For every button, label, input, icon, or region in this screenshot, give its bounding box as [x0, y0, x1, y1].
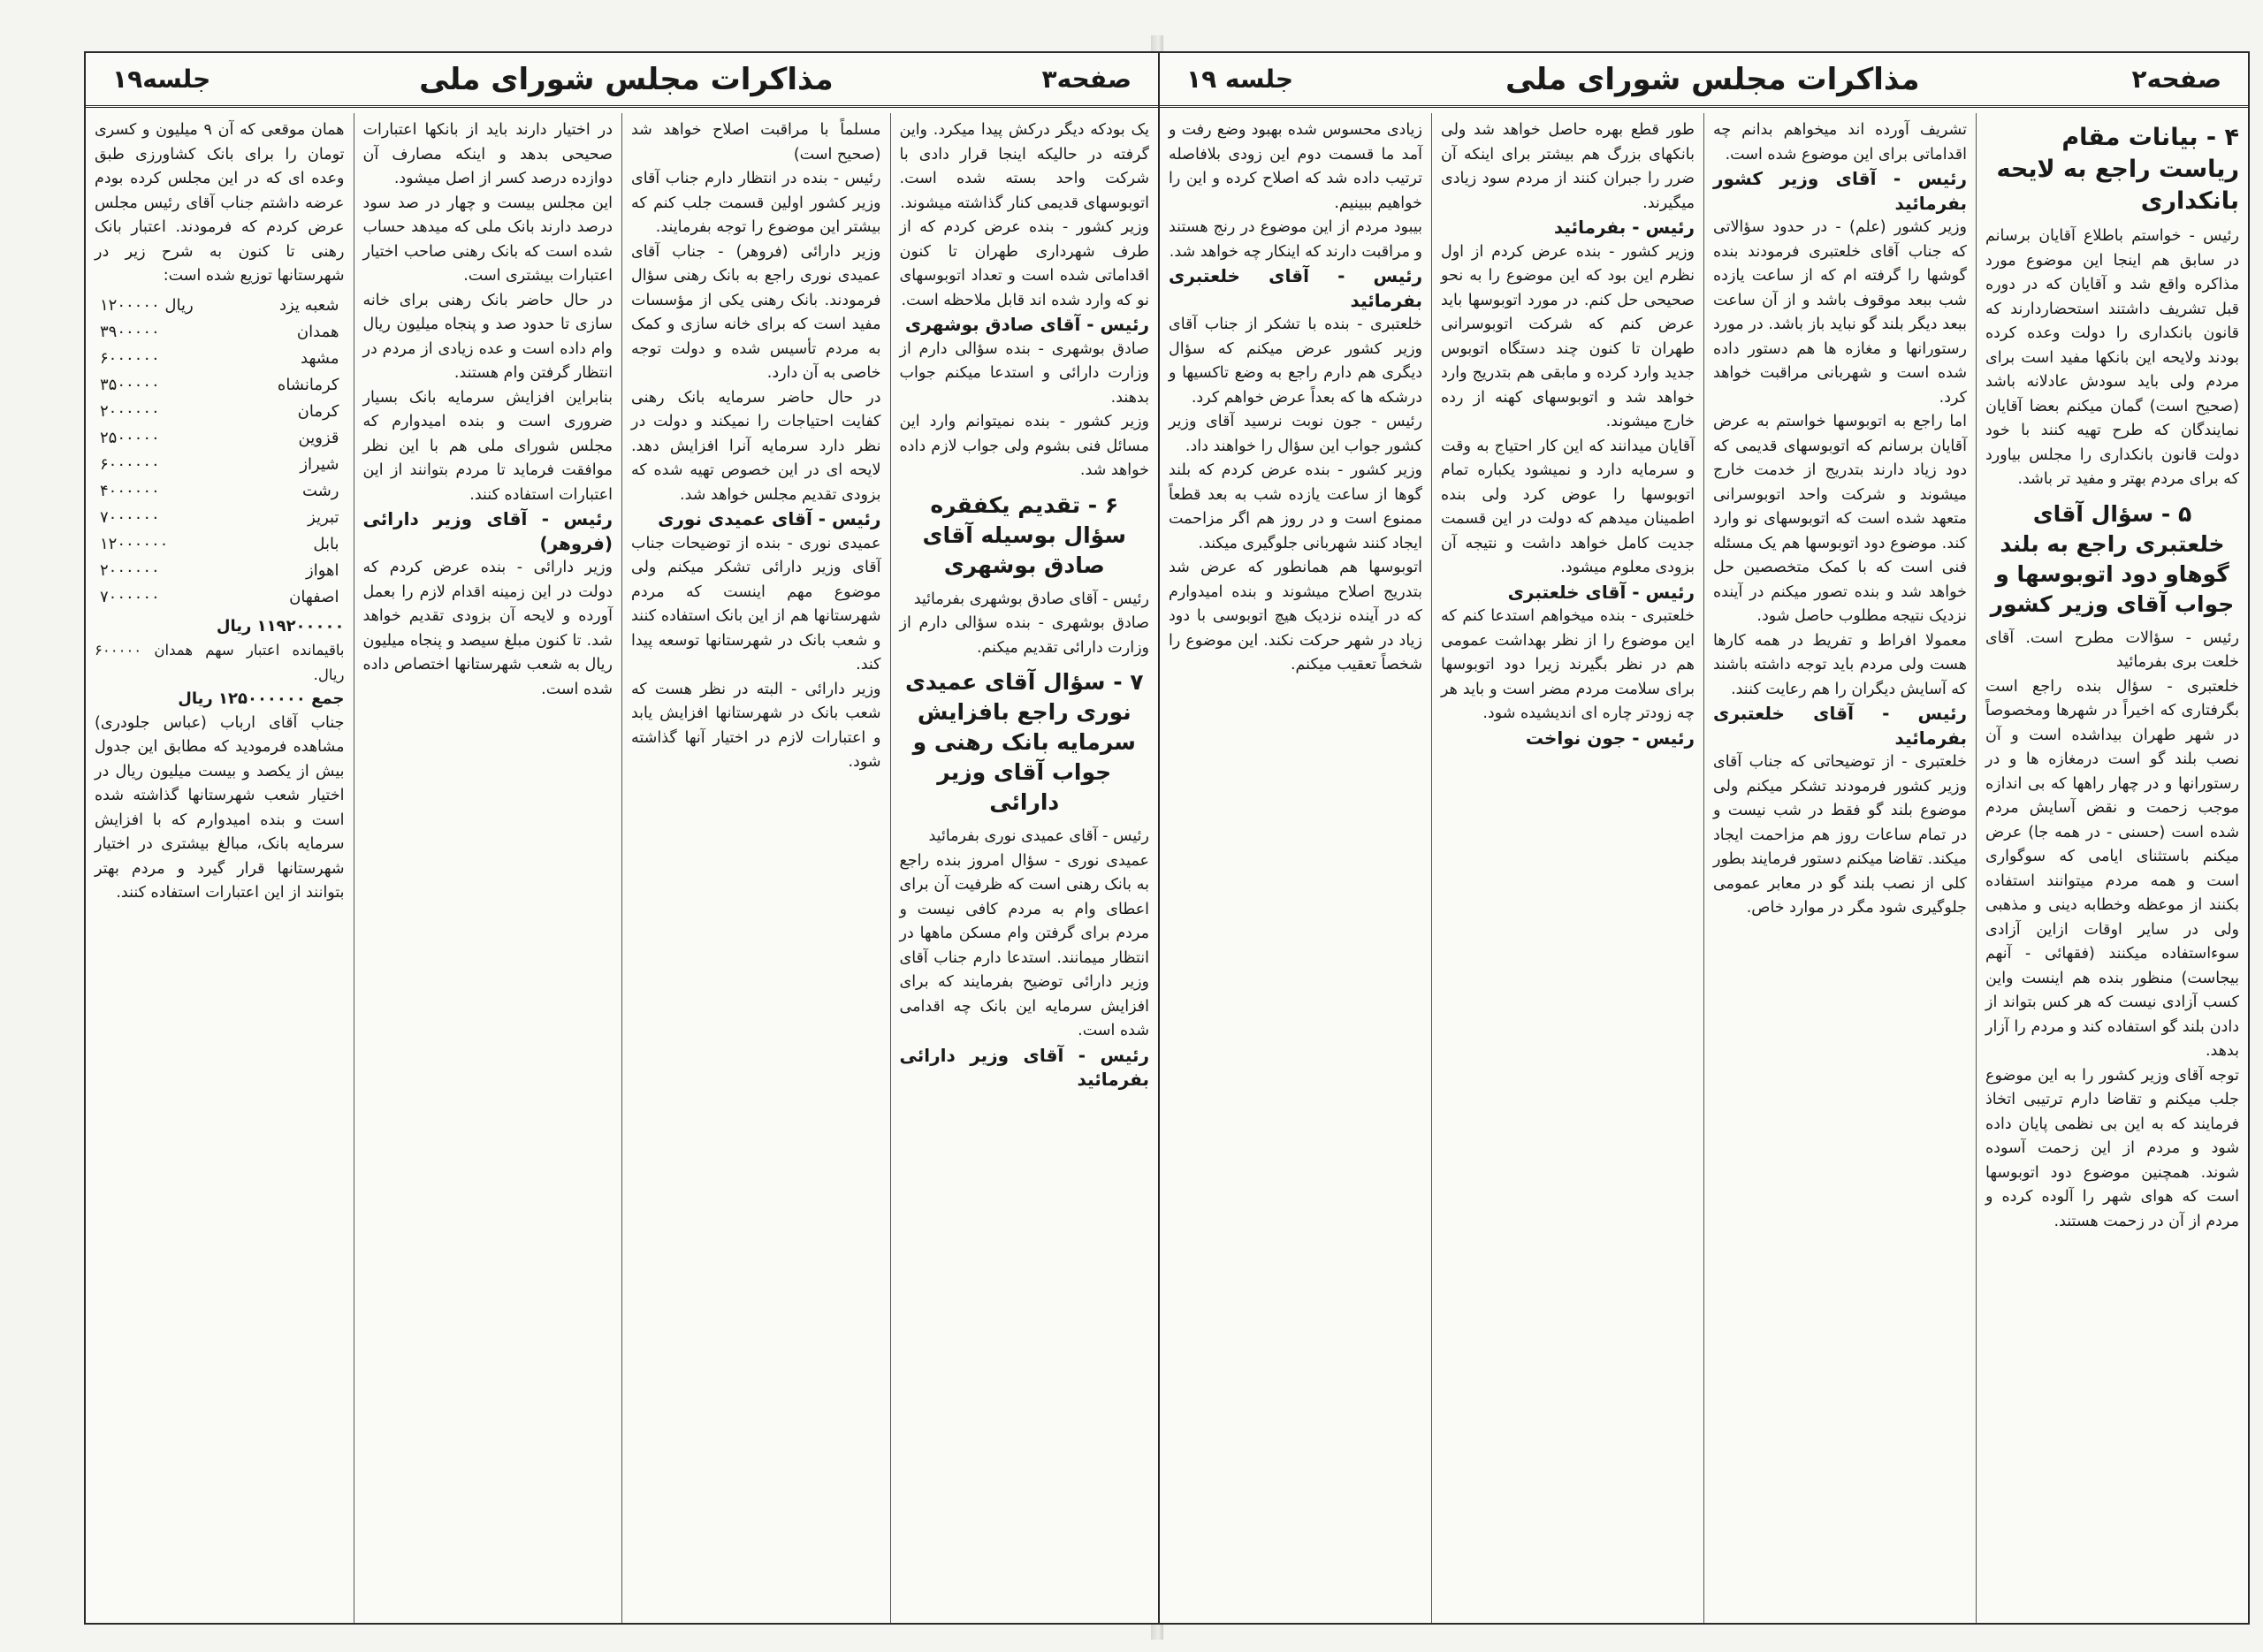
table-cell-city: رشت: [302, 481, 339, 500]
paragraph: عمیدی نوری - سؤال امروز بنده راجع به بانک رهنی است که ظرفیت آن برای اعطای وام به مردم کافی نیست و مردم برای گرفتن وام مسکن ماهها در انتظار میمانند. استدعا دارم جناب آقای وزیر دارائی توضیح بفرمایند که برای افزایش سرمایه این بانک چه اقدامی شده است.: [899, 851, 1149, 1039]
paragraph: اما راجع به اتوبوسها خواستم به عرض آقایان برسانم که اتوبوسهای قدیمی که دود زیاد دارند بتدریج از خدمت خارج میشوند و شرکت واحد اتوبوسرانی متعهد شده است که اتوبوسهای نو وارد کند. موضوع دود اتوبوسها هم یک مسئله فنی است که با کمک متخصصین حل خواهد شد و بنده تصور میکنم در آینده نزدیک نتیجه مطلوب حاصل شود.: [1713, 413, 1967, 625]
speaker-line: رئیس - آقای وزیر کشور بفرمائید: [1713, 168, 1967, 214]
paragraph: معمولا افراط و تفریط در همه کارها هست ولی مردم باید توجه داشته باشند که آسایش دیگران را هم رعایت کنند.: [1713, 631, 1967, 698]
left-page-header: [86, 53, 1158, 108]
credit-table: [95, 293, 345, 611]
paragraph: مسلماً با مراقبت اصلاح خواهد شد (صحیح است): [631, 121, 881, 164]
table-row: [95, 558, 345, 584]
column-4: [86, 113, 354, 1623]
paragraph: وزیر کشور - بنده عرض کردم که از طرف شهرداری طهران تا کنون اقداماتی شده است و تعداد اتوبوسهای نو که وارد شده اند قابل ملاحظه است.: [899, 218, 1149, 309]
paragraph: خلعتبری - سؤال بنده راجع است بگرفتاری که اخیراً در شهرها ومخصوصاً در شهر طهران بیداشده است و آن نصب بلند گو است درمغازه ها و در رستورانها و در چهار راهها که بی اندازه موجب زحمت و نقض آسایش مردم شده است (حسنی - در همه جا) عرض میکنم باستثنای ایامی که سوگواری است و همه مردم میتوانند استفاده بکنند از موعظه وخطابه دینی و مذهبی ولی در سایر اوقات ازاین آزادی سوءاستفاده میکنند (فقهائی - آنهم بیجاست) منظور بنده هم اینست واین کسب آزادی نیست که هر کس بتواند از دادن بلند گو استفاده کند و مردم را آزار بدهد.: [1985, 677, 2239, 1060]
table-row: [95, 372, 345, 399]
section-heading: ۵ - سؤال آقای خلعتبری راجع به بلند گوهاو دود اتوبوسها و جواب آقای وزیر کشور: [1990, 500, 2235, 617]
paragraph: رئیس - آقای عمیدی نوری بفرمائید: [928, 827, 1149, 845]
paragraph: آقایان میدانند که این کار احتیاج به وقت و سرمایه دارد و نمیشود یکباره تمام اتوبوسها را عوض کرد ولی بنده اطمینان میدهم که دولت در این قسمت جدیت کامل خواهد داشت و نتیجه آن بزودی معلوم میشود.: [1441, 437, 1695, 576]
table-row: [95, 478, 345, 505]
table-row: [95, 452, 345, 478]
speaker-line: رئیس - جون نواخت: [1525, 727, 1695, 749]
paragraph: اتوبوسها هم همانطور که عرض شد بتدریج اصلاح میشوند و بنده امیدوارم که در آینده نزدیک هیچ اتوبوسی با دود زیاد در شهر حرکت نکند. این موضوع را شخصاً تعقیب میکنم.: [1169, 559, 1422, 674]
table-cell-city: اصفهان: [289, 587, 339, 606]
table-cell-city: قزوین: [298, 428, 339, 447]
section-heading: ۴ - بیانات مقام ریاست راجع به لایحه بانکداری: [1996, 124, 2239, 215]
left-page-columns: [86, 113, 1158, 1623]
paragraph: خلعتبری - از توضیحاتی که جناب آقای وزیر کشور فرمودند تشکر میکنم ولی موضوع بلند گو فقط در شب نیست و در تمام ساعات روز هم مزاحمت ایجاد میکند. تقاضا میکنم دستور فرمایند بطور کلی از نصب بلند گو در معابر عمومی جلوگیری شود مگر در موارد خاص.: [1713, 753, 1967, 917]
paragraph: صادق بوشهری - بنده سؤالی دارم از وزارت دارائی و استدعا میکنم جواب بدهند.: [899, 339, 1149, 407]
table-cell-amount: ۲۵۰۰۰۰۰: [100, 428, 160, 447]
table-row: [95, 293, 345, 319]
table-row: [95, 425, 345, 452]
table-cell-city: تبریز: [308, 507, 339, 527]
section-heading: ۶ - تقدیم یکفقره سؤال بوسیله آقای صادق بوشهری: [922, 491, 1126, 578]
table-row: [95, 346, 345, 372]
column-1: [890, 113, 1159, 1623]
speaker-line: رئیس - آقای خلعتبری: [1507, 581, 1695, 603]
table-cell-city: مشهد: [301, 348, 339, 368]
session-number: جلسه۱۹: [112, 65, 211, 94]
table-cell-amount: ۷۰۰۰۰۰۰: [100, 587, 160, 606]
paragraph: تشریف آورده اند میخواهم بدانم چه اقداماتی برای این موضوع شده است.: [1713, 121, 1967, 164]
column-4: [1160, 113, 1431, 1623]
paragraph: رئیس - خواستم باطلاع آقایان برسانم در سابق هم اینجا این موضوع مورد مذاکره واقع شد و آقایان که در دوره قبل تشریف داشتند استحضاردارند که قانون بانکداری را دولت وعده کرده بودند ولایحه این بانکها مفید است برای مردم ولی باید سودش عادلانه باشد (صحیح است) گمان میکنم بعضا آقایان نمایندگان که طرح تهیه کنند با خود دولت قانون بانکداری را مجلس بیاورد که برای مردم بهتر و مفید تر باشد.: [1985, 227, 2239, 488]
speaker-line: رئیس - آقای خلعتبری بفرمائید: [1169, 265, 1422, 311]
table-row: [95, 505, 345, 531]
paragraph: خلعتبری - بنده میخواهم استدعا کنم که این موضوع را از نظر بهداشت عمومی هم در نظر بگیرند زیرا دود اتوبوسها برای سلامت مردم مضر است و باید هر چه زودتر چاره ای اندیشیده شود.: [1441, 607, 1695, 722]
section-heading: ۷ - سؤال آقای عمیدی نوری راجع بافزایش سرمایه بانک رهنی و جواب آقای وزیر دارائی: [904, 669, 1144, 815]
speaker-line: رئیس - آقای عمیدی نوری: [658, 508, 881, 529]
session-number: جلسه ۱۹: [1186, 65, 1294, 94]
paragraph: جناب آقای ارباب (عباس جلودری) مشاهده فرمودید که مطابق این جدول بیش از یکصد و بیست میلیون ریال در اختیار شعب شهرستانها گذاشته شده است و بنده امیدوارم که با افزایش سرمایه بانک، مبالغ بیشتری در اختیار شهرستانها قرار گیرد و مردم بهتر بتوانند از این اعتبارات استفاده کنند.: [95, 713, 345, 902]
table-cell-amount: ۱۲۰۰۰۰۰ ریال: [100, 295, 194, 315]
table-cell-city: شعبه یزد: [278, 295, 339, 315]
grand-total: جمع ۱۲۵۰۰۰۰۰۰ ریال: [178, 689, 345, 708]
paragraph: وزیر کشور - بنده عرض کردم که بلند گوها از ساعت یازده شب به بعد قطعاً ممنوع است و در روز هم اگر مزاحمت ایجاد کنند شهربانی جلوگیری میکند.: [1169, 461, 1422, 552]
table-cell-amount: ۲۰۰۰۰۰۰: [100, 401, 160, 421]
table-cell-amount: ۷۰۰۰۰۰۰: [100, 507, 160, 527]
table-total: ۱۱۹۲۰۰۰۰۰ ریال: [216, 616, 345, 636]
table-cell-amount: ۳۵۰۰۰۰۰: [100, 375, 160, 394]
paragraph: وزیر کشور (علم) - در حدود سؤالاتی که جناب آقای خلعتبری فرمودند بنده گوشها را گرفته ام که از ساعت یازده شب ببعد موقوف باشد و از آن ساعت ببعد دیگر بلند گو نباید باز باشد. در مورد رستورانها و مغازه ها هم دستور داده شده است و شهربانی مراقبت خواهد کرد.: [1713, 218, 1967, 407]
paragraph: وزیر دارائی - البته در نظر هست که شعب بانک در شهرستانها افزایش یابد و اعتبارات لازم در اختیار آنها گذاشته شود.: [631, 680, 881, 771]
table-cell-amount: ۱۲۰۰۰۰۰۰: [100, 534, 169, 553]
table-row: [95, 584, 345, 611]
column-2: [621, 113, 890, 1623]
speaker-line: رئیس - آقای صادق بوشهری: [904, 314, 1149, 335]
paragraph: این مجلس بیست و چهار در صد سود درصد دارند بانک ملی که میدهد حساب شده است که بانک رهنی صاحب اختیار اعتبارات بیشتری است.: [362, 194, 613, 285]
right-page-header: [1160, 53, 2248, 108]
column-1: [1976, 113, 2248, 1623]
table-cell-city: بابل: [313, 534, 339, 553]
right-page-columns: [1160, 113, 2248, 1623]
right-page: [1158, 51, 2250, 1625]
page-title: مذاکرات مجلس شورای ملی: [1505, 61, 1920, 97]
paragraph: وزیر دارائی (فروهر) - جناب آقای عمیدی نوری راجع به بانک رهنی سؤال فرمودند. بانک رهنی یکی از مؤسسات مفید است که برای خانه سازی و کمک به مردم تأسیس شده و دولت توجه خاصی به آن دارد.: [631, 242, 881, 382]
column-2: [1703, 113, 1976, 1623]
table-cell-amount: ۶۰۰۰۰۰۰: [100, 348, 160, 368]
table-cell-amount: ۴۰۰۰۰۰۰: [100, 481, 160, 500]
paragraph: توجه آقای وزیر کشور را به این موضوع جلب میکنم و تقاضا دارم ترتیبی اتخاذ فرمایند که به این بی نظمی پایان داده شود و مردم از این زحمت آسوده شوند. همچنین موضوع دود اتوبوسها است که هوای شهر را آلوده کرده و مردم از آن در زحمت هستند.: [1985, 1066, 2239, 1230]
column-3: [354, 113, 622, 1623]
speaker-line: رئیس - آقای وزیر دارائی بفرمائید: [899, 1044, 1149, 1090]
page-number: صفحه۲: [2131, 65, 2221, 94]
table-row: [95, 531, 345, 558]
column-3: [1431, 113, 1703, 1623]
table-cell-city: کرمانشاه: [277, 375, 339, 394]
paragraph: زیادی محسوس شده بهبود وضع رفت و آمد ما قسمت دوم این زودی بلافاصله ترتیب داده شد که اصلاح کرده و این را خواهیم ببینیم.: [1169, 121, 1422, 212]
paragraph: رئیس - بنده در انتظار دارم جناب آقای وزیر کشور اولین قسمت جلب کنم که بیشتر این موضوع را توجه بفرمایند.: [631, 170, 881, 236]
paragraph: یک بودکه دیگر درکش پیدا میکرد. واین گرفته در حالیکه اینجا قرار دادی با شرکت واحد بسته شده است. اتوبوسهای قدیمی کنار گذاشته میشوند.: [899, 121, 1149, 212]
table-row: [95, 399, 345, 425]
speaker-line: رئیس - آقای وزیر دارائی (فروهر): [362, 508, 613, 554]
paragraph: رئیس - آقای صادق بوشهری بفرمائید: [913, 590, 1149, 608]
paragraph: وزیر دارائی - بنده عرض کردم که دولت در این زمینه اقدام لازم را بعمل آورده و لایحه آن بزودی تقدیم خواهد شد. تا کنون مبلغ سیصد و پنجاه میلیون ریال به شعب شهرستانها اختصاص داده شده است.: [362, 559, 613, 698]
table-row: [95, 319, 345, 346]
table-cell-city: اهواز: [306, 560, 339, 580]
paragraph: وزیر کشور - بنده عرض کردم از اول نظرم این بود که این موضوع را به نحو صحیحی حل کنم. در مورد اتوبوسها باید عرض کنم که شرکت اتوبوسرانی طهران تا کنون چند دستگاه اتوبوس جدید وارد کرده و مابقی هم بتدریج وارد خواهد شد و اتوبوسهای کهنه از رده خارج میشوند.: [1441, 242, 1695, 430]
paragraph: عمیدی نوری - بنده از توضیحات جناب آقای وزیر دارائی تشکر میکنم ولی موضوع مهم اینست که مردم شهرستانها هم از این بانک استفاده کنند و شعب بانک در شهرستانها توسعه پیدا کند.: [631, 534, 881, 674]
paragraph: در حال حاضر سرمایه بانک رهنی کفایت احتیاجات را نمیکند و دولت در نظر دارد سرمایه آنرا افزایش دهد. لایحه ای در این خصوص تهیه شده که بزودی تقدیم مجلس خواهد شد.: [631, 388, 881, 504]
paragraph: رئیس - سؤالات مطرح است. آقای خلعت بری بفرمائید: [1985, 628, 2239, 671]
speaker-line: رئیس - بفرمائید: [1553, 217, 1695, 238]
paragraph: خلعتبری - بنده با تشکر از جناب آقای وزیر کشور عرض میکنم که سؤال دیگری هم دارم راجع به وضع تاکسیها و درشکه ها که بعداً عرض خواهم کرد.: [1169, 316, 1422, 407]
table-cell-city: همدان: [296, 322, 339, 341]
page-number: صفحه۳: [1041, 65, 1132, 94]
paragraph: طور قطع بهره حاصل خواهد شد ولی بانکهای بزرگ هم بیشتر برای اینکه آن ضرر را جبران کنند از مردم سود زیادی میگیرند.: [1441, 121, 1695, 212]
table-cell-amount: ۳۹۰۰۰۰۰: [100, 322, 160, 341]
paragraph: باقیمانده اعتبار سهم همدان ۶۰۰۰۰۰ ریال.: [95, 642, 345, 683]
paragraph: در حال حاضر بانک رهنی برای خانه سازی تا حدود صد و پنجاه میلیون ریال وام داده است و عده زیادی از مردم در انتظار گرفتن وام هستند.: [362, 291, 613, 382]
table-cell-city: کرمان: [297, 401, 339, 421]
paragraph: صادق بوشهری - بنده سؤالی دارم از وزارت دارائی تقدیم میکنم.: [899, 614, 1149, 657]
table-cell-amount: ۶۰۰۰۰۰۰: [100, 454, 160, 474]
paragraph: بیبود مردم از این موضوع در رنج هستند و مراقبت دارند که اینکار چه خواهد شد.: [1169, 218, 1422, 261]
left-page: [84, 51, 1158, 1625]
paragraph: بنابراین افزایش سرمایه بانک بسیار ضروری است و بنده امیدوارم که مجلس شورای ملی هم با این نظر موافقت فرماید تا مردم بتوانند از این اعتبارات استفاده کنند.: [362, 388, 613, 504]
speaker-line: رئیس - آقای خلعتبری بفرمائید: [1713, 703, 1967, 749]
table-cell-city: شیراز: [300, 454, 339, 474]
paragraph: در اختیار دارند باید از بانکها اعتبارات صحیحی بدهد و اینکه مصارف آن دوازده درصد کسر از اصل میشود.: [362, 121, 613, 187]
page-title: مذاکرات مجلس شورای ملی: [419, 61, 834, 97]
table-cell-amount: ۲۰۰۰۰۰۰: [100, 560, 160, 580]
paragraph: وزیر کشور - بنده نمیتوانم وارد این مسائل فنی بشوم ولی جواب لازم داده خواهد شد.: [899, 413, 1149, 479]
paragraph: همان موقعی که آن ۹ میلیون و کسری تومان را برای بانک کشاورزی طبق وعده ای که در این مجلس کرده بودم عرضه داشتم جناب آقای رئیس مجلس عرض کردم که فرمودند. اعتبار بانک رهنی تا کنون به شرح زیر در شهرستانها توزیع شده است:: [95, 121, 345, 285]
paragraph: رئیس - جون نوبت نرسید آقای وزیر کشور جواب این سؤال را خواهند داد.: [1169, 413, 1422, 455]
